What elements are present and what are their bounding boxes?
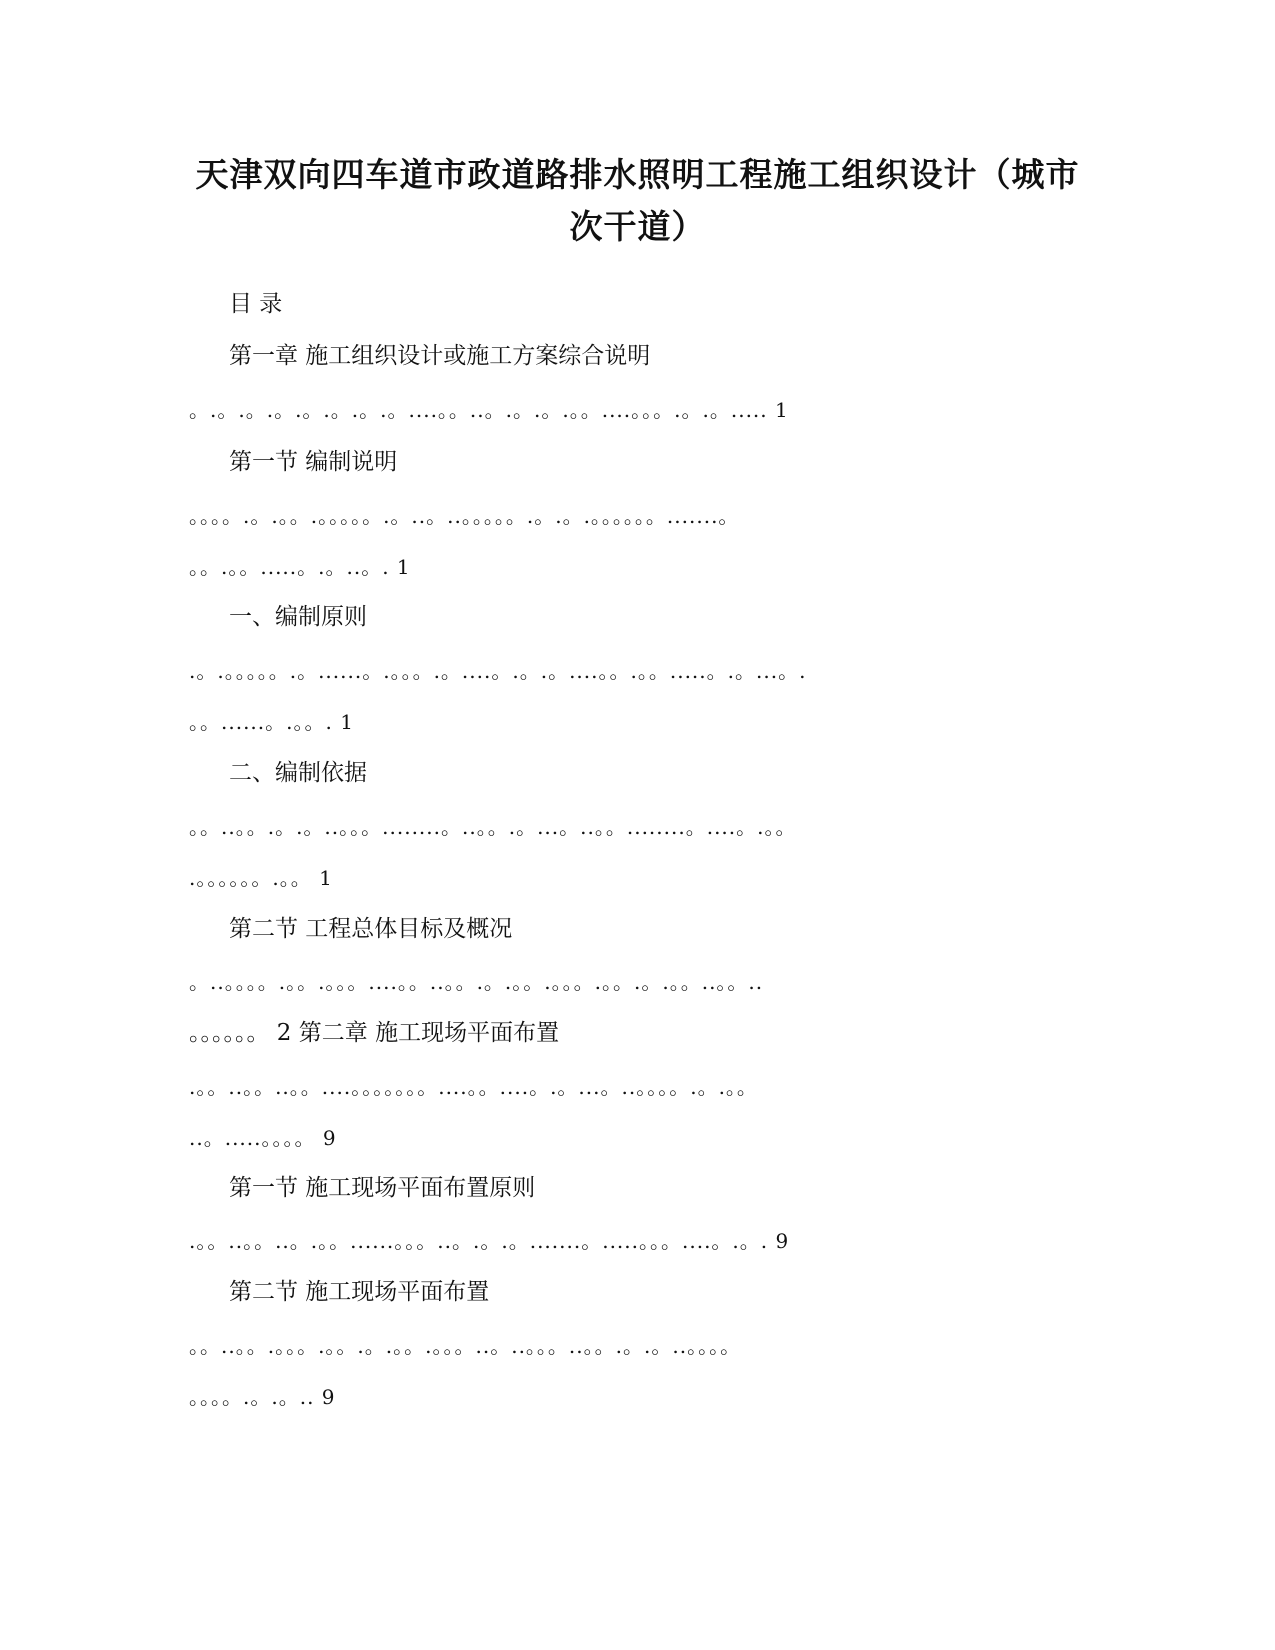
toc-entry-chapter-1: 第一章 施工组织设计或施工方案综合说明 <box>229 343 651 369</box>
toc-leader-line: 。。。。.。.。.. 9 <box>189 1385 336 1409</box>
toc-entry-item-2: 二、编制依据 <box>229 760 367 786</box>
toc-leader-line: 。。..。。.。。。.。。.。.。。.。。。..。..。。。..。。.。.。..。。。。 <box>189 1334 742 1358</box>
toc-heading: 目 录 <box>229 291 283 317</box>
toc-leader-line: .。。。。。。.。。 1 <box>189 866 333 890</box>
document-title-line-1: 天津双向四车道市政道路排水照明工程施工组织设计（城市 <box>195 155 1080 194</box>
document-title-line-2: 次干道） <box>569 207 706 246</box>
toc-leader-line: 。.。.。.。.。.。.。.。....。。..。.。.。.。。....。。。.。.。..... 1 <box>189 398 789 422</box>
toc-leader-line: 。。。。.。.。。.。。。。。.。..。..。。。。。.。.。.。。。。。。.......。 <box>189 504 740 528</box>
toc-entry-section-2-2: 第二节 施工现场平面布置 <box>229 1279 490 1305</box>
toc-leader-line: ..。.....。。。。 9 <box>189 1126 337 1150</box>
toc-leader-line: 。..。。。。.。。.。。。....。。..。。.。.。。.。。。.。。.。.。。..。。.. <box>189 970 764 994</box>
toc-entry-section-1-2: 第二节 工程总体目标及概况 <box>229 916 513 942</box>
toc-leader-line: .。.。。。。。.。......。.。。。.。....。.。.。....。。.。。.....。.。...。. <box>189 659 807 683</box>
toc-entry-section-2-1: 第一节 施工现场平面布置原则 <box>229 1175 536 1201</box>
toc-entry-item-1: 一、编制原则 <box>229 604 367 630</box>
toc-leader-line: .。。..。。..。。....。。。。。。。....。。....。.。...。..。。。。.。.。。 <box>189 1075 758 1099</box>
toc-leader-line: 。。.。。.....。.。..。. 1 <box>189 555 411 579</box>
toc-leader-line: 。。......。.。。. 1 <box>189 710 354 734</box>
toc-leader-line: .。。..。。..。.。。......。。。..。.。.。.......。.....。。。....。.。. 9 <box>189 1229 790 1253</box>
toc-leader-line: 。。..。。.。.。..。。。........。..。。.。...。..。。........。....。.。。 <box>189 815 797 839</box>
toc-leader-line-with-chapter-2: 。。。。。。 2 第二章 施工现场平面布置 <box>189 1020 560 1046</box>
toc-entry-section-1-1: 第一节 编制说明 <box>229 449 398 475</box>
